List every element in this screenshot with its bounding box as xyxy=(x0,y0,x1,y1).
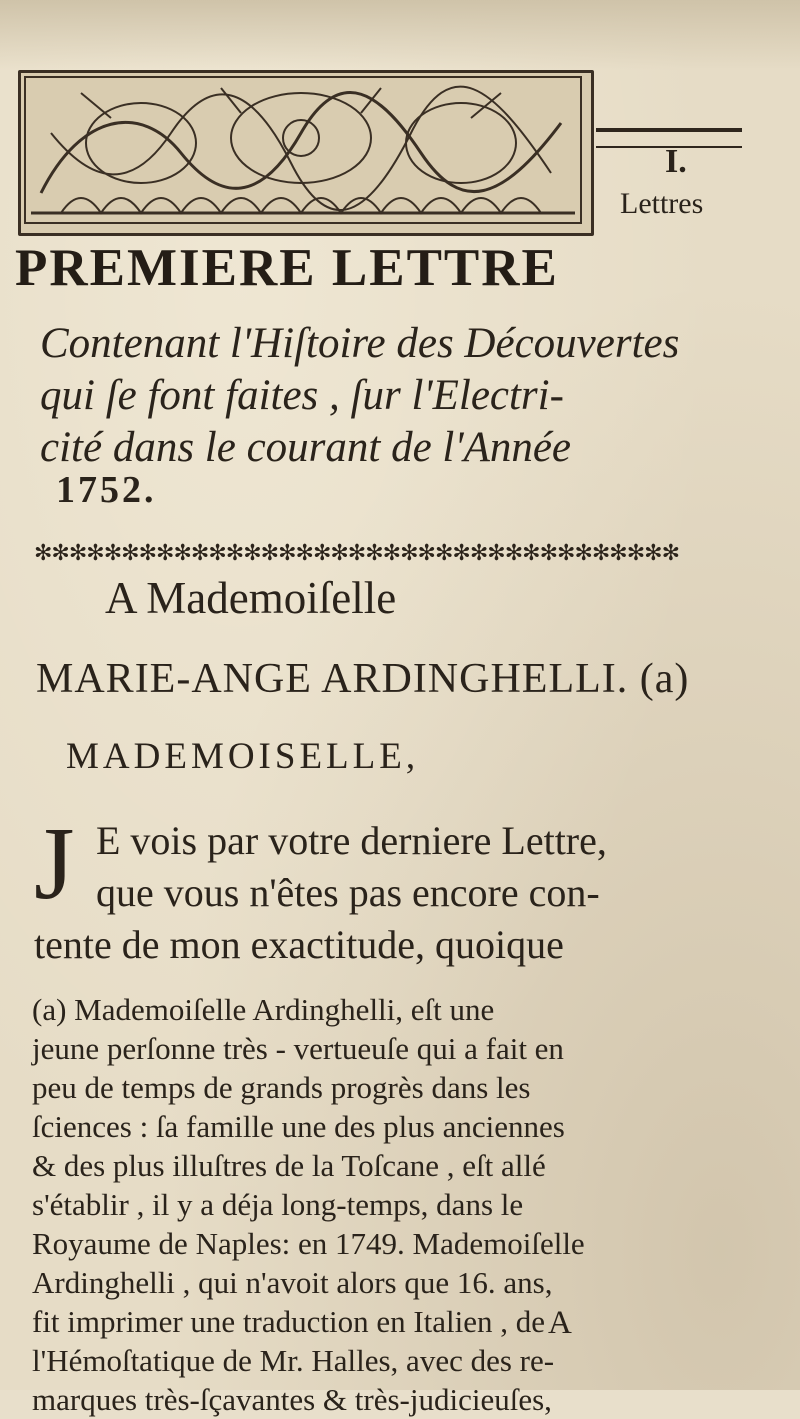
subtitle-line: qui ſe font faites , ſur l'Electri- xyxy=(40,372,564,419)
footnote-line: jeune perſonne très - vertueuſe qui a fait en xyxy=(32,1031,564,1066)
margin-running-head: Lettres xyxy=(620,187,704,220)
footnote-line: peu de temps de grands progrès dans les xyxy=(32,1070,531,1105)
footnote-line: fit imprimer une traduction en Italien , de xyxy=(32,1304,546,1339)
body-line: E vois par votre derniere Lettre, xyxy=(96,818,607,863)
subtitle xyxy=(40,318,680,474)
dedicatee-name: MARIE-ANGE ARDINGHELLI. (a) xyxy=(36,656,690,702)
footnote-line: s'établir , il y a déja long-temps, dans le xyxy=(32,1187,524,1222)
footnote-line: Ardinghelli , qui n'avoit alors que 16. ans, xyxy=(32,1265,553,1300)
footnote-line: Royaume de Naples: en 1749. Mademoiſelle xyxy=(32,1226,585,1261)
salutation: MADEMOISELLE, xyxy=(66,736,420,777)
year: 1752. xyxy=(56,469,157,511)
footnote-line: marques très-ſçavantes & très-judicieuſes, xyxy=(32,1382,552,1417)
page-shadow xyxy=(0,0,800,70)
letter-body xyxy=(34,806,607,971)
footnote-line: l'Hémoſtatique de Mr. Halles, avec des re- xyxy=(32,1343,555,1378)
footnote xyxy=(32,990,622,1419)
footnote-line: ſciences : ſa famille une des plus anciennes xyxy=(32,1109,565,1144)
body-line: que vous n'êtes pas encore con- xyxy=(96,870,600,915)
subtitle-line: cité dans le courant de l'Année xyxy=(40,424,572,471)
drop-cap: J xyxy=(34,806,75,921)
page-title: PREMIERE LETTRE xyxy=(15,239,559,297)
footnote-line: & des plus illuſtres de la Toſcane , eſt allé xyxy=(32,1148,546,1183)
engraved-headpiece xyxy=(18,70,594,236)
footnote-line: (a) Mademoiſelle Ardinghelli, eſt une xyxy=(32,992,495,1027)
margin-letter-number: I. xyxy=(665,143,687,180)
body-line: tente de mon exactitude, quoique xyxy=(34,922,564,967)
ornament-divider: ✻✻✻✻✻✻✻✻✻✻✻✻✻✻✻✻✻✻✻✻✻✻✻✻✻✻✻✻✻✻✻✻✻✻✻✻✻ xyxy=(34,540,680,565)
subtitle-line: Contenant l'Hiſtoire des Découvertes xyxy=(40,320,680,367)
headpiece-ornament-icon xyxy=(21,73,585,227)
dedication-line: A Mademoiſelle xyxy=(105,573,397,623)
catchword: A xyxy=(548,1305,572,1341)
